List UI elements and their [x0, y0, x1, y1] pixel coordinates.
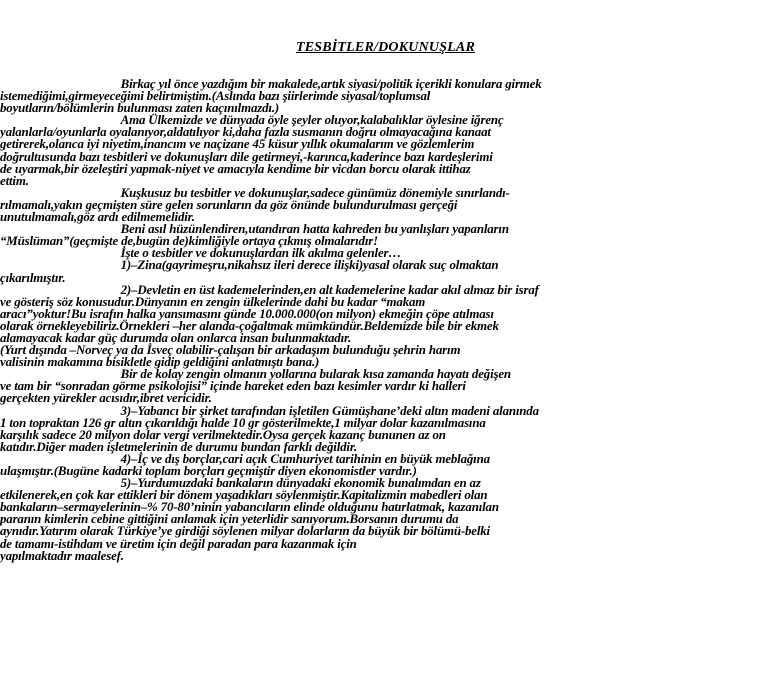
text-line: istemediğimi,girmeyeceğimi belirtmiştim.(Aslında bazı şiirlerimde siyasal/toplumsal — [0, 89, 431, 104]
text-line: ettim. — [0, 173, 29, 188]
text-line: olarak örnekleyebiliriz.Örnekleri –her alanda-çoğaltmak mümkündür.Beldemizde bile bir ekmek — [0, 318, 499, 333]
text-line: 4)–İç ve dış borçlar,cari açık Cumhuriyet tarihinin en büyük meblağına — [120, 451, 490, 466]
text-line: unutulmamalı,göz ardı edilmemelidir. — [0, 210, 195, 225]
text-line: boyutların/bölümlerin bulunması zaten kaçınılmazdı.) — [0, 101, 280, 116]
text-line: alamayacak kadar güç durumda olan onlarca insan bulunmaktadır. — [0, 330, 352, 345]
text-line: rılmamalı,yakın geçmişten süre gelen sorunların da göz önünde bulundurulması gerçeği — [0, 197, 458, 212]
text-line: 2)–Devletin en üst kademelerinden,en alt kademelerine kadar akıl almaz bir israf — [120, 282, 539, 297]
text-line: karşılık sadece 20 milyon dolar vergi verilmektedir.Oysa gerçek kazanç bununen az on — [0, 427, 446, 442]
text-line: doğrultusunda bazı tesbitleri ve dokunuşları dile getirmeyi,-karınca,kaderince bazı kardeşlerimi — [0, 149, 493, 164]
text-line: 3)–Yabancı bir şirket tarafından işletilen Gümüşhane’deki altın madeni alanında — [120, 403, 539, 418]
text-line: 1 ton topraktan 126 gr altın çıkarıldığı halde 10 gr gösterilmekte,1 milyar dolar kazanılmasına — [0, 415, 486, 430]
document-body — [0, 78, 771, 562]
text-line: Ama Ülkemizde ve dünyada öyle şeyler oluyor,kalabalıklar öylesine iğrenç — [120, 113, 504, 128]
text-line: Birkaç yıl önce yazdığım bir makalede,artık siyasi/politik içerikli konulara girmek — [120, 77, 542, 91]
text-line: paranın kimlerin cebine gittiğini anlamak için yeterlidir sanıyorum.Borsanın durumu da — [0, 512, 459, 527]
text-line: İşte o tesbitler ve dokunuşlardan ilk akılma gelenler… — [120, 246, 402, 261]
text-line: Kuşkusuz bu tesbitler ve dokunuşlar,sadece günümüz dönemiyle sınırlandı- — [120, 185, 510, 200]
text-line: yapılmaktadır maalesef. — [0, 548, 124, 563]
text-line: Beni asıl hüzünlendiren,utandıran hatta kahreden bu yanlışları yapanların — [120, 222, 509, 237]
text-line: yalanlarla/oyunlarla oyalanıyor,aldatılıyor ki,daha fazla susmanın doğru olmayacağına kanaat — [0, 125, 491, 140]
text-line: valisinin makamına bisikletle gidip geldiğini anlatmıştı bana.) — [0, 355, 320, 370]
text-line: çıkarılmıştır. — [0, 270, 66, 285]
text-line: gerçekten yürekler acısıdır,ibret vericidir. — [0, 391, 212, 406]
text-line: de tamamı-istihdam ve üretim için değil paradan para kazanmak için — [0, 536, 357, 551]
text-line: katıdır.Diğer maden işletmelerinin de durumu bundan farklı değildir. — [0, 439, 358, 454]
text-line: (Yurt dışında –Norveç ya da İsveç olabilir-çalışan bir arkadaşım bulunduğu şehrin harım — [0, 343, 461, 358]
text-line: 1)–Zina(gayrimeşru,nikahsız ileri derece ilişki)yasal olarak suç olmaktan — [120, 258, 499, 273]
text-line: de uyarmak,bir özeleştiri yapmak-niyet ve amacıyla kendime bir vicdan borcu olarak ittihaz — [0, 161, 471, 176]
text-line: bankaların–sermayelerinin–% 70-80’ninin yabancıların elinde olduğunu hatırlatmak, kazanılan — [0, 500, 499, 515]
text-line: aynıdır.Yatırım olarak Türkiye’ye girdiği söylenen milyar dolarların da büyük bir bölümü-belki — [0, 524, 490, 539]
text-line: aracı”yoktur!Bu israfın halka yansımasını günde 10.000.000(on milyon) ekmeğin çöpe atılması — [0, 306, 494, 321]
text-line: ve gösteriş söz konusudur.Dünyanın en zengin ülkelerinde dahi bu kadar “makam — [0, 294, 426, 309]
text-line: getirerek,olanca iyi niyetim,inancım ve naçizane 45 küsur yıllık okumalarım ve gözlemlerim — [0, 137, 475, 152]
text-line: 5)–Yurdumuzdaki bankaların dünyadaki ekonomik bunalımdan en az — [120, 476, 481, 491]
text-line: ve tam bir “sonradan görme psikolojisi” içinde hareket eden bazı kesimler vardır ki halleri — [0, 379, 466, 394]
text-line: etkilenerek,en çok kar ettikleri bir dönem yaşadıkları söylenmiştir.Kapitalizmin mabedleri olan — [0, 488, 488, 503]
text-line: Bir de kolay zengin olmanın yollarına bularak kısa zamanda hayatı değişen — [120, 367, 511, 382]
document-title: TESBİTLER/DOKUNUŞLAR — [295, 40, 476, 55]
text-line: “Müslüman”(geçmişte de,bugün de)kimliğiyle ortaya çıkmış olmalarıdır! — [0, 234, 378, 249]
text-line: ulaşmıştır.(Bugüne kadarki toplam borçları geçmiştir diyen ekonomistler vardır.) — [0, 464, 417, 478]
